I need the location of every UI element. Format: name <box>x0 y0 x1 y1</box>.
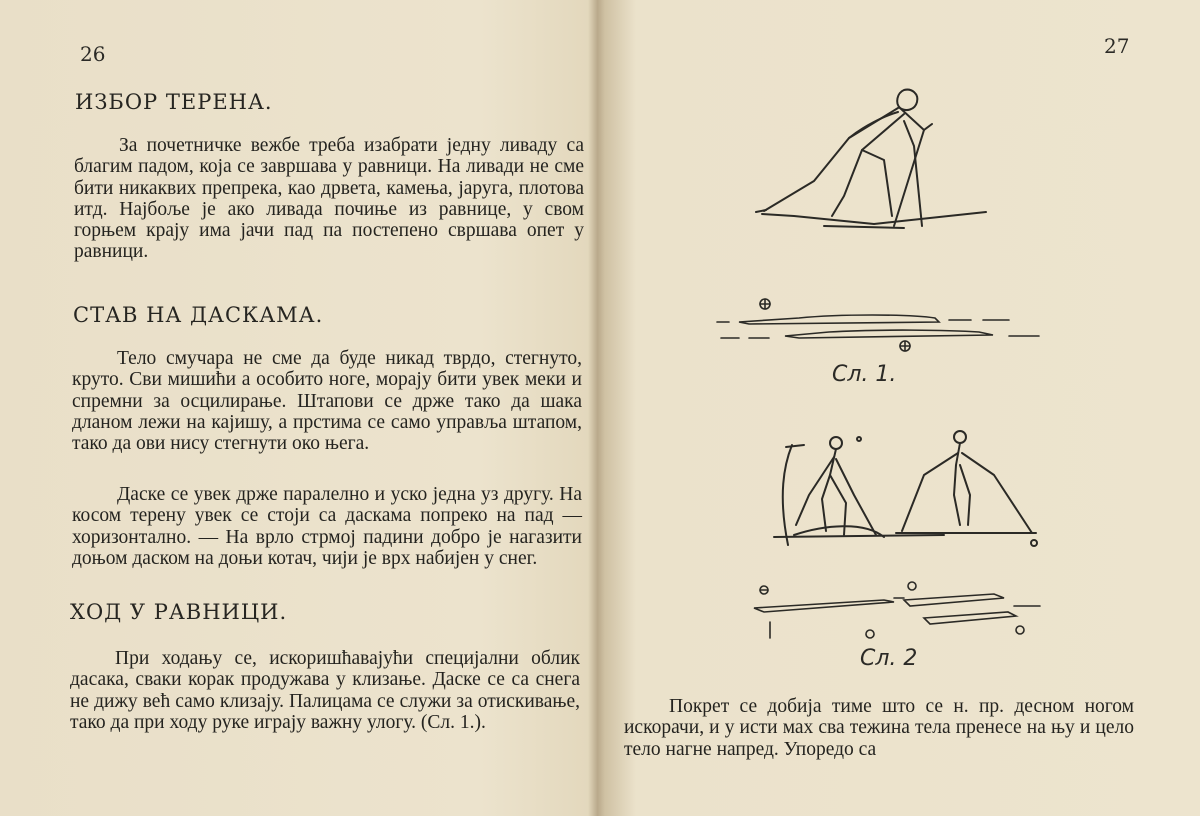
figure-caption-2: Сл. 2 <box>860 646 918 671</box>
figure-poles-stance <box>764 425 1044 555</box>
figure-skier-stride <box>754 86 994 236</box>
page-number-left: 26 <box>80 42 106 66</box>
paragraph-movement: Покрет се добија тиме што се н. пр. десном ногом искорачи, и у исти мах сва тежина тела пренесе на њу и цело тело нагне напред. Упоредо са <box>624 696 1134 760</box>
paragraph-stance-1: Тело смучара не сме да буде никад тврдо, стегнуто, круто. Сви мишићи а особито ноге, морају бити увек меки и спремни за осцилирање. Штапови се држе тако да шака дланом лежи на кајишу, а прстима се само управља штапом, тако да ови нису стегнути око њега. <box>72 348 582 455</box>
section-heading-terrain: ИЗБОР ТЕРЕНА. <box>75 90 273 114</box>
figure-caption-1: Сл. 1. <box>832 362 897 387</box>
ski-tracks-2-drawing <box>744 578 1044 640</box>
section-heading-stance: СТАВ НА ДАСКАМА. <box>73 303 324 327</box>
left-page <box>0 0 598 816</box>
paragraph-walking: При ходању се, искоришћавајући специјални облик дасака, сваки корак продужава у клизање. Даске се са снега не дижу већ само клизају. Палицама се служи за отискивање, тако да при ходу руке играју важну улогу. (Сл. 1.). <box>70 648 580 733</box>
figure-ski-tracks-1 <box>709 292 1049 354</box>
poles-stance-drawing <box>764 425 1044 555</box>
figure-ski-tracks-2 <box>744 578 1044 640</box>
right-page <box>604 0 1200 816</box>
section-heading-walking: ХОД У РАВНИЦИ. <box>70 600 288 624</box>
ski-tracks-1-drawing <box>709 292 1049 354</box>
page-number-right: 27 <box>1104 34 1130 58</box>
paragraph-stance-2: Даске се увек држе паралелно и уско једна уз другу. На косом терену увек се стоји са даскама попреко на пад — хоризонтално. — На врло стрмој падини добро је нагазити доњом даском на доњи котач, чији је врх набијен у снег. <box>72 484 582 569</box>
paragraph-terrain: За почетничке вежбе треба изабрати једну ливаду са благим падом, која се завршава у равници. На ливади не сме бити никаквих препрека, као дрвета, камења, јаруга, плотова итд. Најбоље је ако ливада почиње из равнице, у свом горњем крају има јачи пад па постепено свршава опет у равници. <box>74 135 584 263</box>
skier-stride-drawing <box>754 86 994 236</box>
